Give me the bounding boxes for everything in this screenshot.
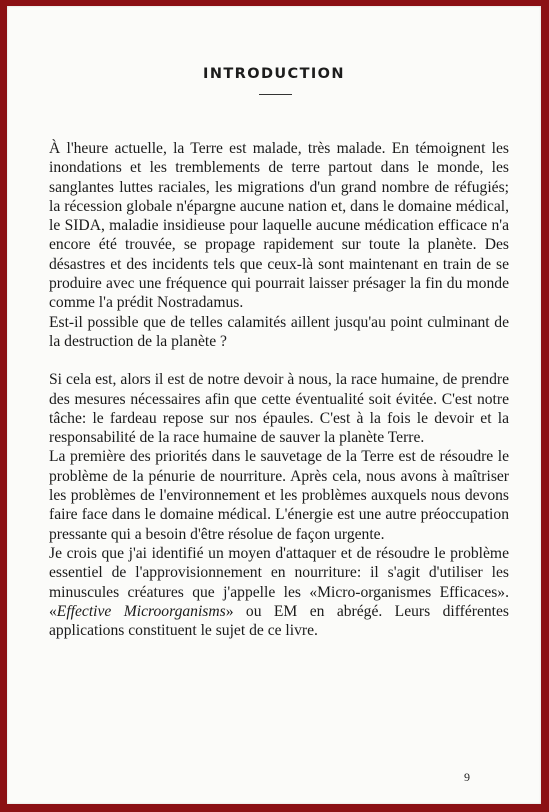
book-page <box>7 6 541 804</box>
paragraph-1: À l'heure actuelle, la Terre est malade, très malade. En témoignent les inondations et les tremblements de terre partout dans le monde, les sanglantes luttes raciales, les migrations d'un grand nombre de réfugiés; la récession globale n'épargne aucune nation et, dans le domaine médical, le SIDA, maladie insidieuse pour laquelle aucune médication efficace n'a encore été trouvée, se propage rapidement sur toute la planète. Des désastres et des incidents tels que ceux-là sont maintenant en train de se produire avec une fréquence qui pourrait laisser présager la fin du monde comme l'a prédit Nostradamus. <box>49 140 509 312</box>
paragraph-5-text-before: Je crois que j'ai identifié un moyen d'attaquer et de résoudre le problème essentiel de l'approvisionnement en nourriture: il s'agit d'utiliser les minuscules créatures que j'appelle les «Micro-organismes Efficaces». « <box>49 544 509 620</box>
body-text <box>49 139 509 640</box>
paragraph-5 <box>49 544 509 640</box>
paragraph-4: La première des priorités dans le sauvetage de la Terre est de résoudre le problème de la pénurie de nourriture. Après cela, nous avons à maîtriser les problèmes de l'environnement et les problèmes auxquels nous devons faire face dans le domaine médical. L'énergie est une autre préoccupation pressante qui a besoin d'être résolue de façon urgente. <box>49 448 509 543</box>
paragraph-5-text-after: » ou EM en abrégé. Leurs différentes applications constituent le sujet de ce livre. <box>49 602 509 640</box>
title-underline <box>259 94 292 95</box>
paragraph-3: Si cela est, alors il est de notre devoir à nous, la race humaine, de prendre des mesures nécessaires afin que cette éventualité soit évitée. C'est notre tâche: le fardeau repose sur nos épaules. C'est à la fois le devoir et la responsabilité de la race humaine de sauver la planète Terre. <box>49 371 509 447</box>
chapter-title: INTRODUCTION <box>203 66 345 82</box>
paragraph-5-italic-term: Effective Microorganisms <box>56 602 226 620</box>
paragraph-2: Est-il possible que de telles calamités aillent jusqu'au point culminant de la destruction de la planète ? <box>49 313 509 350</box>
page-number: 9 <box>464 770 470 784</box>
